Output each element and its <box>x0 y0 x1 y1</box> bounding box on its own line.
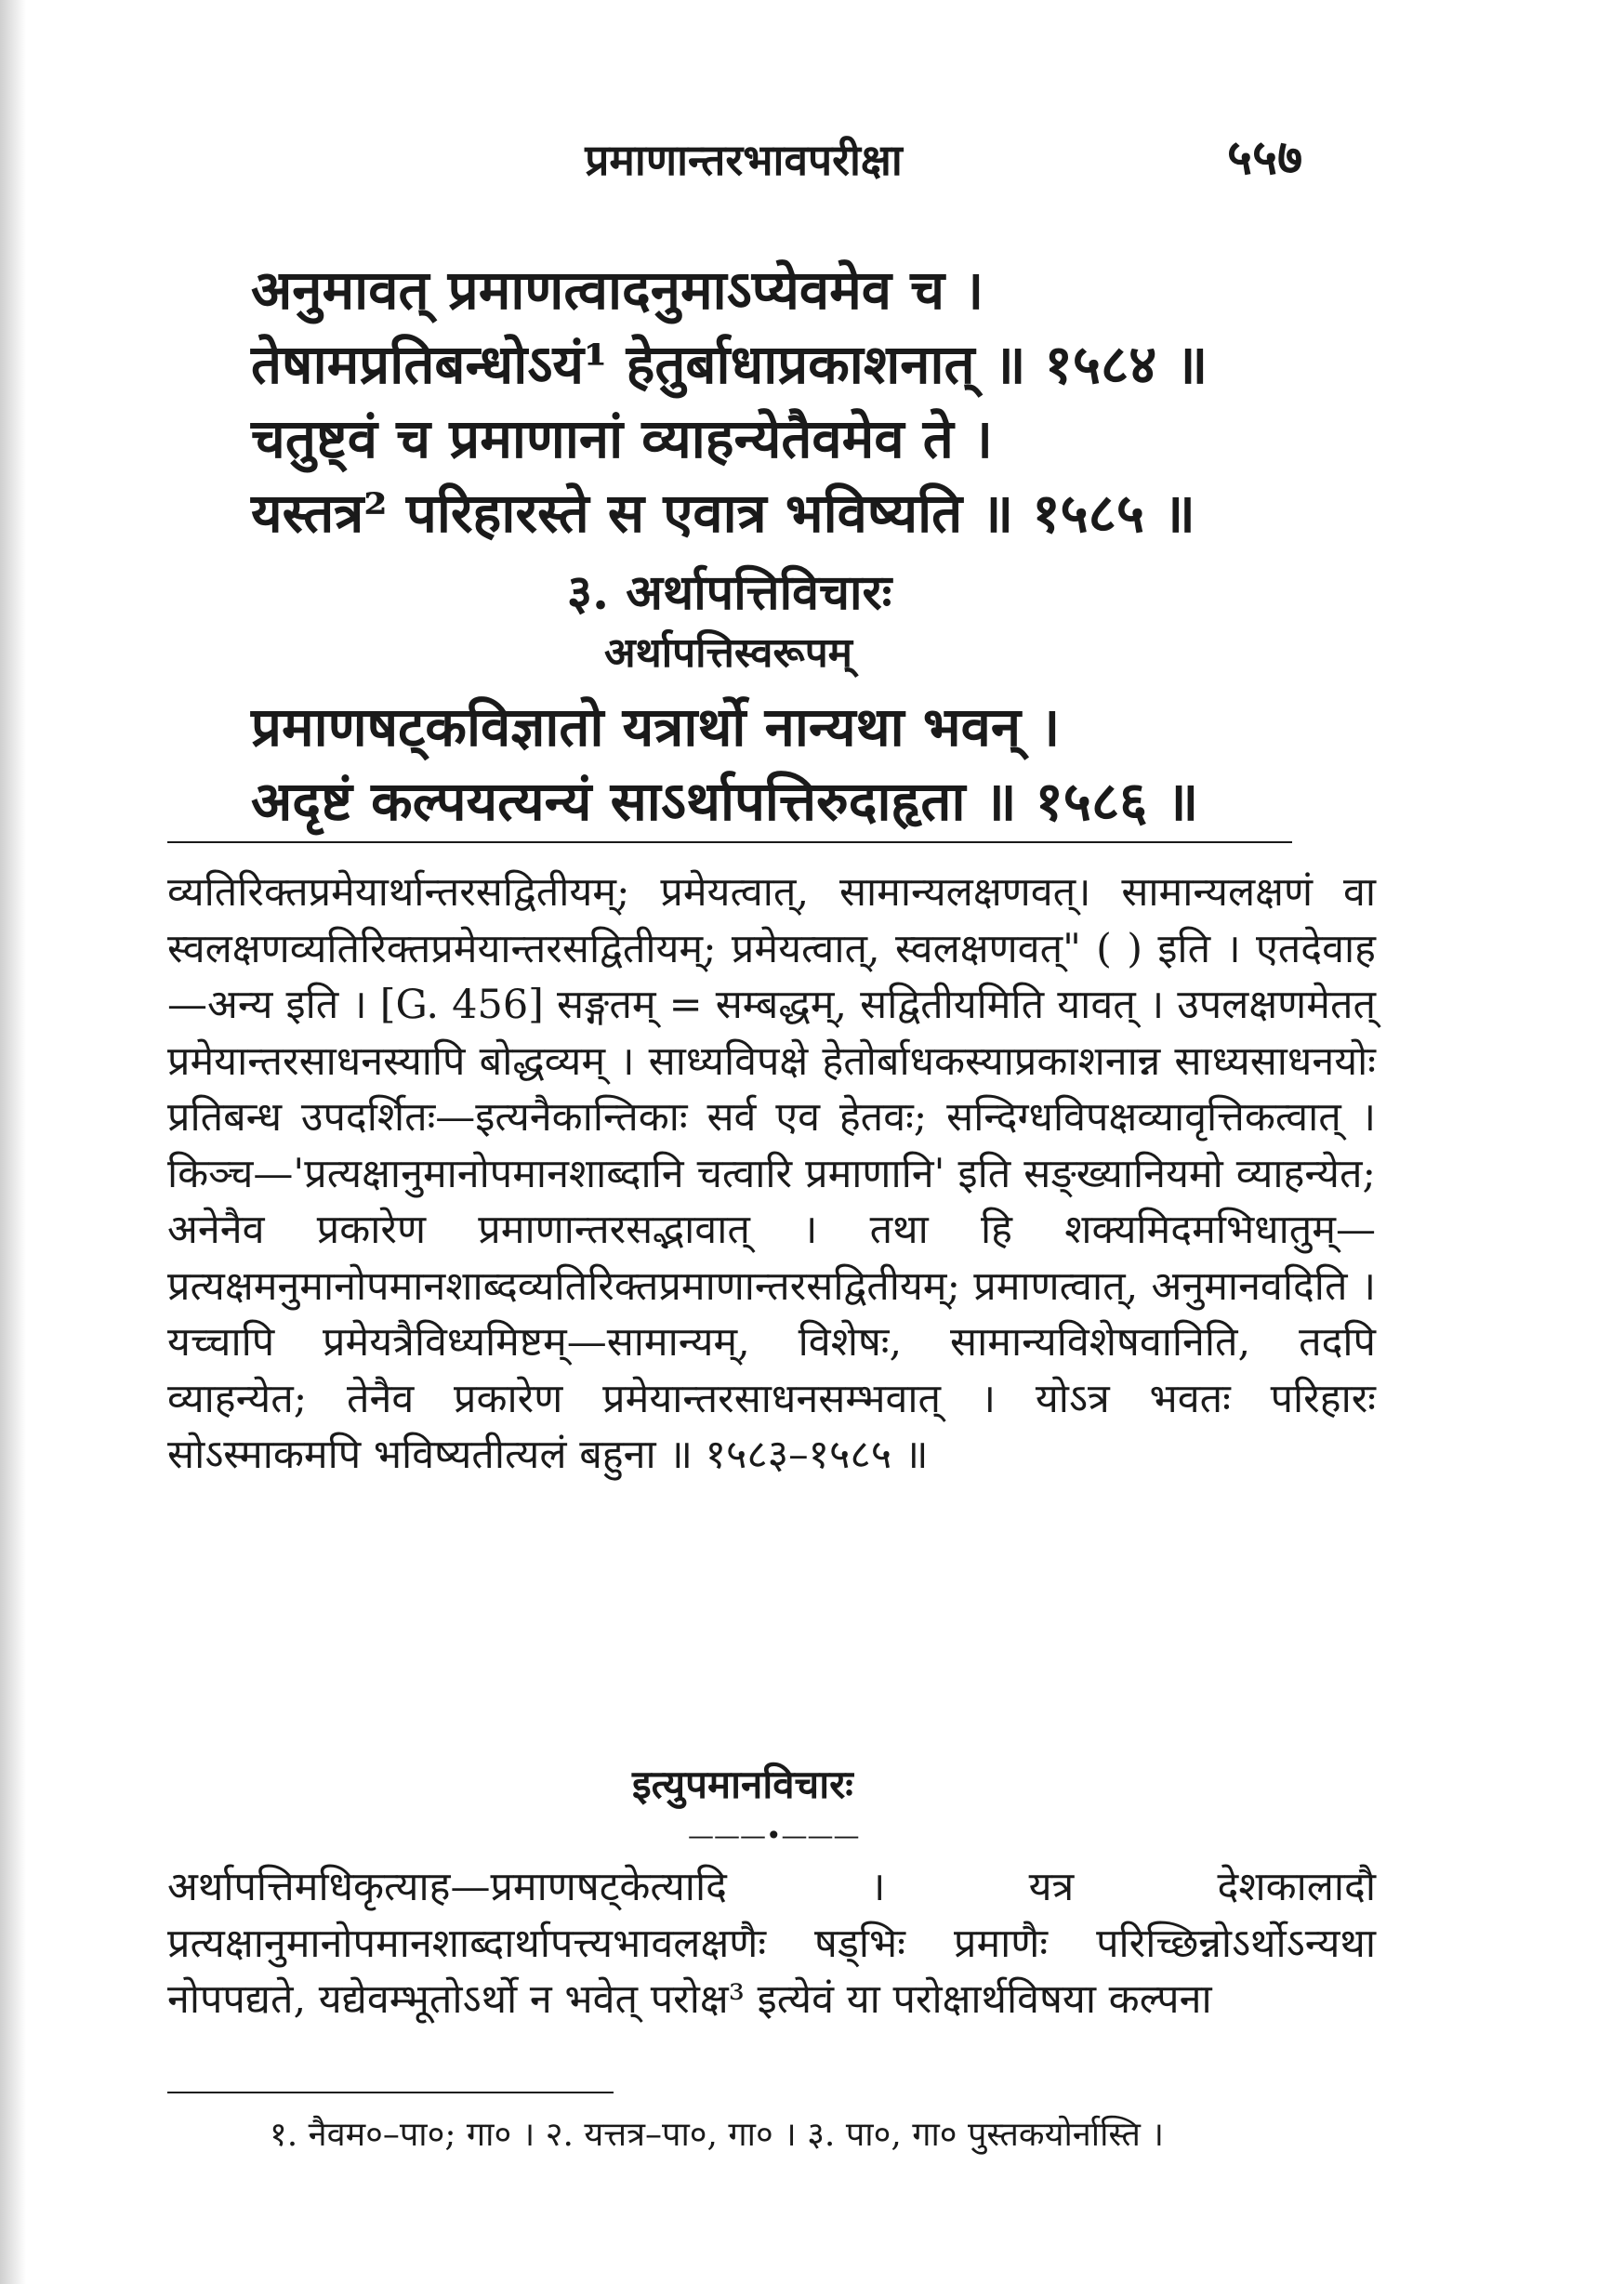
footnote: १. नैवम०–पा०; गा० । २. यत्तत्र–पा०, गा० । ३. पा०, गा० पुस्तकयोर्नास्ति । <box>270 2116 1165 2154</box>
subsection-heading: अर्थापत्तिस्वरूपम् <box>604 629 852 677</box>
verse-line: प्रमाणषट्कविज्ञातो यत्रार्थो नान्यथा भवन् । <box>251 695 1061 759</box>
running-title: प्रमाणान्तरभावपरीक्षा <box>585 135 903 185</box>
verse-line: अदृष्टं कल्पयत्यन्यं साऽर्थापत्तिरुदाहृता ॥ १५८६ ॥ <box>251 770 1199 833</box>
footnote-rule <box>167 2092 614 2093</box>
verse-line: यस्तत्र² परिहारस्ते स एवात्र भविष्यति ॥ १५८५ ॥ <box>251 482 1195 545</box>
section-divider <box>167 841 1292 843</box>
section-heading: ३. अर्थापत्तिविचारः <box>567 564 892 621</box>
verse-line: चतुष्ट्वं च प्रमाणानां व्याहन्येतैवमेव ते । <box>251 407 994 470</box>
page-edge-shadow <box>0 0 26 2284</box>
page-number: ५५७ <box>1227 129 1303 186</box>
closing-line: इत्युपमानविचारः <box>632 1762 853 1807</box>
commentary-paragraph: व्यतिरिक्तप्रमेयार्थान्तरसद्वितीयम्; प्रमेयत्वात्, सामान्यलक्षणवत्। सामान्यलक्षणं वा स्वलक्षणव्यतिरिक्तप्रमेयान्तरसद्वितीयम्; प्रमेयत्वात्, स्वलक्षणवत्" ( ) इति । एतदेवाह—अन्य इति । [G. 456] सङ्गतम् = सम्बद्धम्, सद्वितीयमिति यावत् । उपलक्षणमेतत् प्रमेयान्तरसाधनस्यापि बोद्धव्यम् । साध्यविपक्षे हेतोर्बाधकस्याप्रकाशनान्न साध्यसाधनयोः प्रतिबन्ध उपदर्शितः—इत्यनैकान्तिकाः सर्व एव हेतवः; सन्दिग्धविपक्षव्यावृत्तिकत्वात् । किञ्च—'प्रत्यक्षानुमानोपमानशाब्दानि चत्वारि प्रमाणानि' इति सङ्ख्यानियमो व्याहन्येत; अनेनैव प्रकारेण प्रमाणान्तरसद्भावात् । तथा हि शक्यमिदमभिधातुम्—प्रत्यक्षमनुमानोपमानशाब्दव्यतिरिक्तप्रमाणान्तरसद्वितीयम्; प्रमाणत्वात्, अनुमानवदिति । यच्चापि प्रमेयत्रैविध्यमिष्टम्—सामान्यम्, विशेषः, सामान्यविशेषवानिति, तदपि व्याहन्येत; तेनैव प्रकारेण प्रमेयान्तरसाधनसम्भवात् । योऽत्र भवतः परिहारः सोऽस्माकमपि भविष्यतीत्यलं बहुना ॥ १५८३–१५८५ ॥ <box>167 869 1376 1478</box>
ornament-divider: ———•——— <box>688 1820 860 1851</box>
verse-line: अनुमावत् प्रमाणत्वादनुमाऽप्येवमेव च । <box>251 258 984 322</box>
commentary-paragraph: अर्थापत्तिमधिकृत्याह—प्रमाणषट्केत्यादि । यत्र देशकालादौ प्रत्यक्षानुमानोपमानशाब्दार्थापत्त्यभावलक्षणैः षड्भिः प्रमाणैः परिच्छिन्नोऽर्थोऽन्यथा नोपपद्यते, यद्येवम्भूतोऽर्थो न भवेत् परोक्ष³ इत्येवं या परोक्षार्थविषया कल्पना <box>167 1864 1376 2023</box>
verse-line: तेषामप्रतिबन्धोऽयं¹ हेतुर्बाधाप्रकाशनात् ॥ १५८४ ॥ <box>251 333 1208 396</box>
